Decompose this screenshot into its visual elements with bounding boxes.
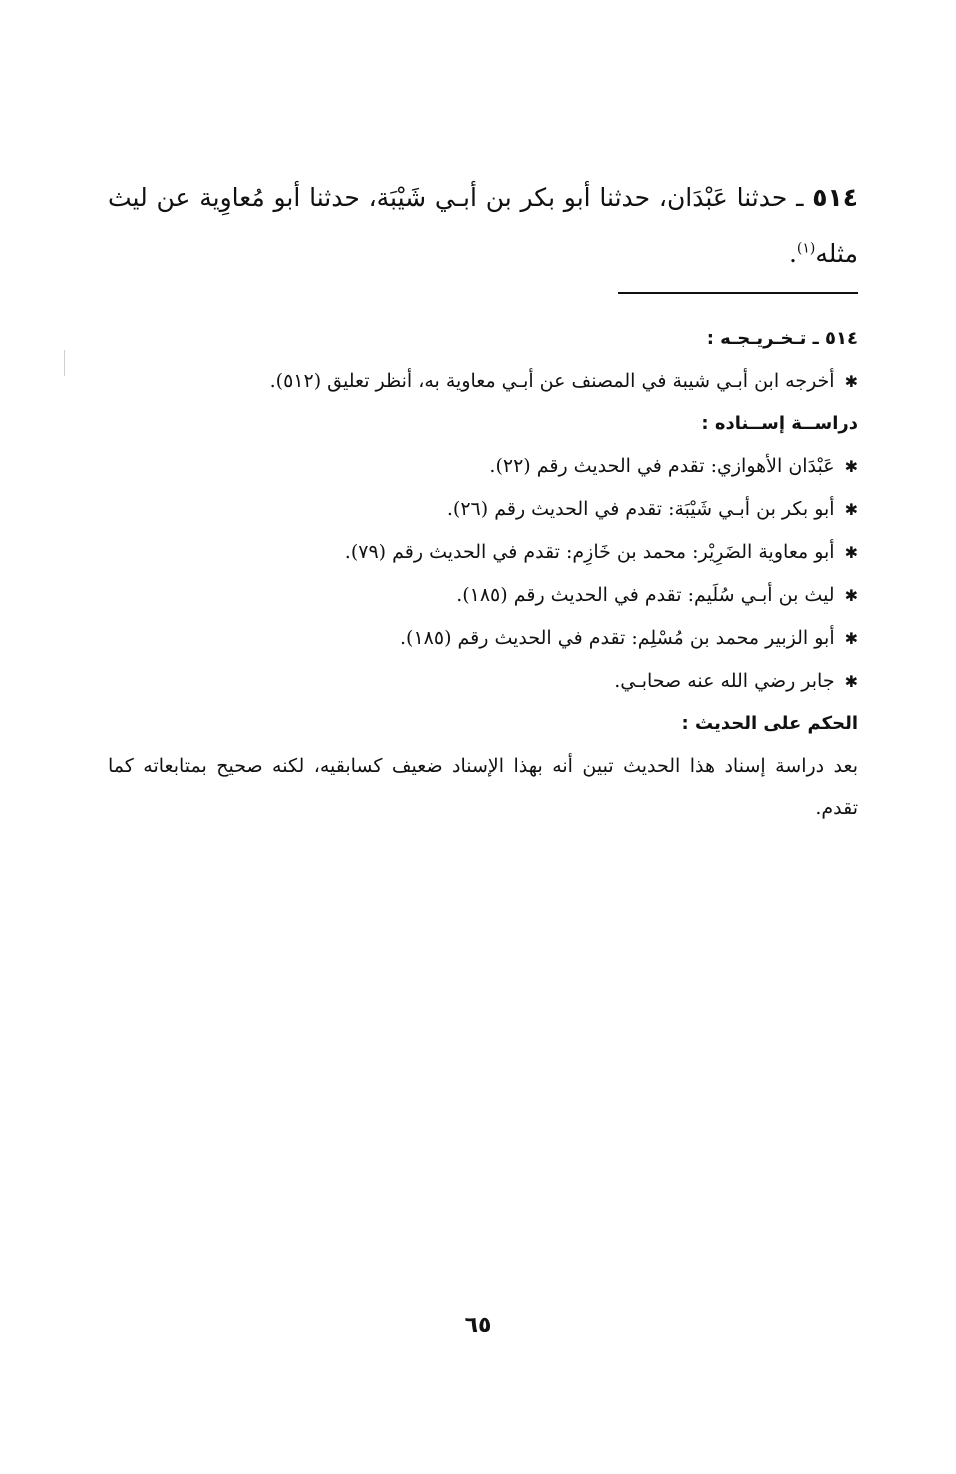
narrator-item: [108, 488, 858, 531]
bullet-star-icon: ✱: [844, 500, 858, 519]
footnotes-section: [108, 318, 858, 829]
narrator-item: [108, 574, 858, 617]
hadith-dash: ـ: [796, 183, 804, 212]
bullet-star-icon: ✱: [844, 629, 858, 648]
narrator-text: جابر رضي الله عنه صحابـي.: [614, 670, 835, 692]
narrator-item: [108, 445, 858, 488]
bullet-star-icon: ✱: [844, 586, 858, 605]
bullet-star-icon: ✱: [844, 372, 858, 391]
bullet-star-icon: ✱: [844, 457, 858, 476]
footnote-marker[interactable]: (١): [796, 240, 816, 257]
bullet-star-icon: ✱: [844, 672, 858, 691]
narrator-text: عَبْدَان الأهوازي: تقدم في الحديث رقم (٢٢).: [489, 455, 835, 477]
narrator-text: ليث بن أبـي سُلَيم: تقدم في الحديث رقم (١٨٥).: [456, 584, 835, 606]
hadith-number: ٥١٤: [812, 183, 858, 212]
ruling-heading: الحكم على الحديث :: [681, 713, 858, 734]
narrator-item: [108, 617, 858, 660]
narrator-text: أبو بكر بن أبـي شَيْبَة: تقدم في الحديث رقم (٢٦).: [446, 498, 835, 520]
narrator-item: [108, 531, 858, 574]
narrator-text: أبو الزبير محمد بن مُسْلِم: تقدم في الحديث رقم (١٨٥).: [399, 627, 835, 649]
takhrij-heading: ٥١٤ ـ تـخـريـجـه :: [706, 328, 858, 349]
narrator-text: أبو معاوية الضَرِيْر: محمد بن خَازِم: تقدم في الحديث رقم (٧٩).: [344, 541, 835, 563]
isnad-heading: دراســة إســناده :: [701, 413, 858, 434]
takhrij-text: أخرجه ابن أبـي شيبة في المصنف عن أبـي معاوية به، أنظر تعليق (٥١٢).: [269, 370, 835, 392]
ruling-text: بعد دراسة إسناد هذا الحديث تبين أنه بهذا الإسناد ضعيف كسابقيه، لكنه صحيح بمتابعاته كما تقدم.: [108, 755, 858, 819]
narrator-item: [108, 660, 858, 703]
page-number: ٦٥: [464, 1313, 492, 1338]
takhrij-item: [108, 360, 858, 403]
hadith-text: [108, 170, 858, 282]
footnote-divider: [618, 292, 858, 294]
margin-mark: [64, 350, 65, 376]
hadith-body: حدثنا عَبْدَان، حدثنا أبو بكر بن أبـي شَيْبَة، حدثنا أبو مُعاوِية عن ليث مثله: [108, 183, 858, 268]
hadith-end: .: [788, 239, 797, 268]
bullet-star-icon: ✱: [844, 543, 858, 562]
